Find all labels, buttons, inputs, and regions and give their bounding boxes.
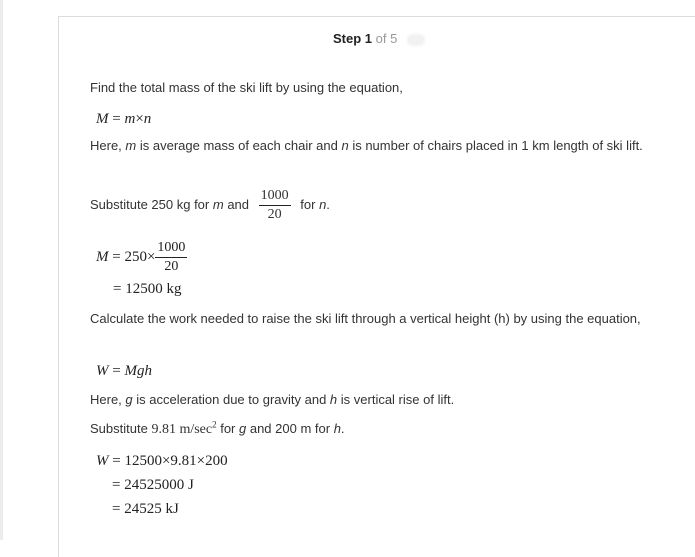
text-var: h: [333, 421, 341, 436]
equation-mass-substituted: [96, 237, 187, 277]
fraction: [155, 239, 187, 276]
inline-equation: [151, 419, 217, 437]
blurred-chip: [407, 34, 425, 46]
text-var: m: [212, 197, 224, 212]
paragraph-substitute-mass: [90, 185, 680, 225]
text: is acceleration due to gravity and: [132, 392, 330, 407]
fraction-numerator: 1000: [155, 239, 187, 258]
text: is vertical rise of lift.: [337, 392, 455, 407]
text: Substitute 250 kg for: [90, 197, 213, 212]
text: 9.81 m/sec: [151, 422, 213, 437]
eq-sign: =: [112, 363, 121, 379]
text: .: [340, 421, 345, 436]
text-var: m: [125, 138, 137, 153]
equation-mass: [96, 109, 151, 129]
superscript: 2: [212, 419, 217, 430]
text: Here,: [90, 392, 126, 407]
eq-var: n: [143, 111, 152, 127]
eq-sign: =: [112, 111, 121, 127]
eq-var: W: [96, 363, 109, 379]
eq-var: M: [96, 111, 109, 127]
paragraph-work: Calculate the work needed to raise the ski lift through a vertical height (h) by using the equation,: [90, 311, 641, 326]
eq-var: W: [96, 453, 109, 469]
text-var: g: [125, 392, 133, 407]
step-count: of 5: [375, 31, 398, 46]
equation-work-joules: = 24525000 J: [112, 477, 194, 493]
text: is number of chairs placed in 1 km length of ski lift.: [348, 138, 643, 153]
eq-expr: = 12500×9.81×200: [112, 453, 228, 469]
eq-expr: = 250×: [112, 249, 156, 265]
equation-work-substituted: [96, 451, 228, 471]
text-var: n: [319, 197, 327, 212]
fraction: [259, 187, 291, 224]
text: and: [223, 197, 250, 212]
text: Substitute: [90, 421, 152, 436]
equation-mass-result: = 12500 kg: [113, 281, 182, 297]
text: Here,: [90, 138, 126, 153]
fraction-denominator: 20: [267, 207, 282, 223]
text: .: [326, 197, 330, 212]
eq-var: M: [96, 249, 109, 265]
fraction-denominator: 20: [164, 259, 179, 275]
paragraph-definitions: [90, 135, 680, 157]
equation-work: [96, 361, 152, 381]
paragraph-intro: Find the total mass of the ski lift by using the equation,: [90, 80, 403, 95]
step-header: [59, 31, 695, 47]
text: and 200 m for: [246, 421, 334, 436]
left-gutter: [0, 0, 3, 540]
text: for: [216, 421, 239, 436]
solution-card: [58, 16, 695, 557]
eq-var: Mgh: [124, 363, 152, 379]
text-var: h: [329, 392, 338, 407]
equation-work-kilojoules: = 24525 kJ: [112, 501, 179, 517]
text: is average mass of each chair and: [136, 138, 342, 153]
text: for: [300, 197, 320, 212]
eq-var: m: [124, 111, 136, 127]
fraction-numerator: 1000: [259, 187, 291, 206]
paragraph-substitute-work: [90, 418, 680, 441]
eq-sign: ×: [135, 111, 144, 127]
text-var: g: [239, 421, 247, 436]
paragraph-gravity: [90, 389, 680, 411]
step-label: Step 1: [333, 31, 373, 46]
text-var: n: [341, 138, 349, 153]
